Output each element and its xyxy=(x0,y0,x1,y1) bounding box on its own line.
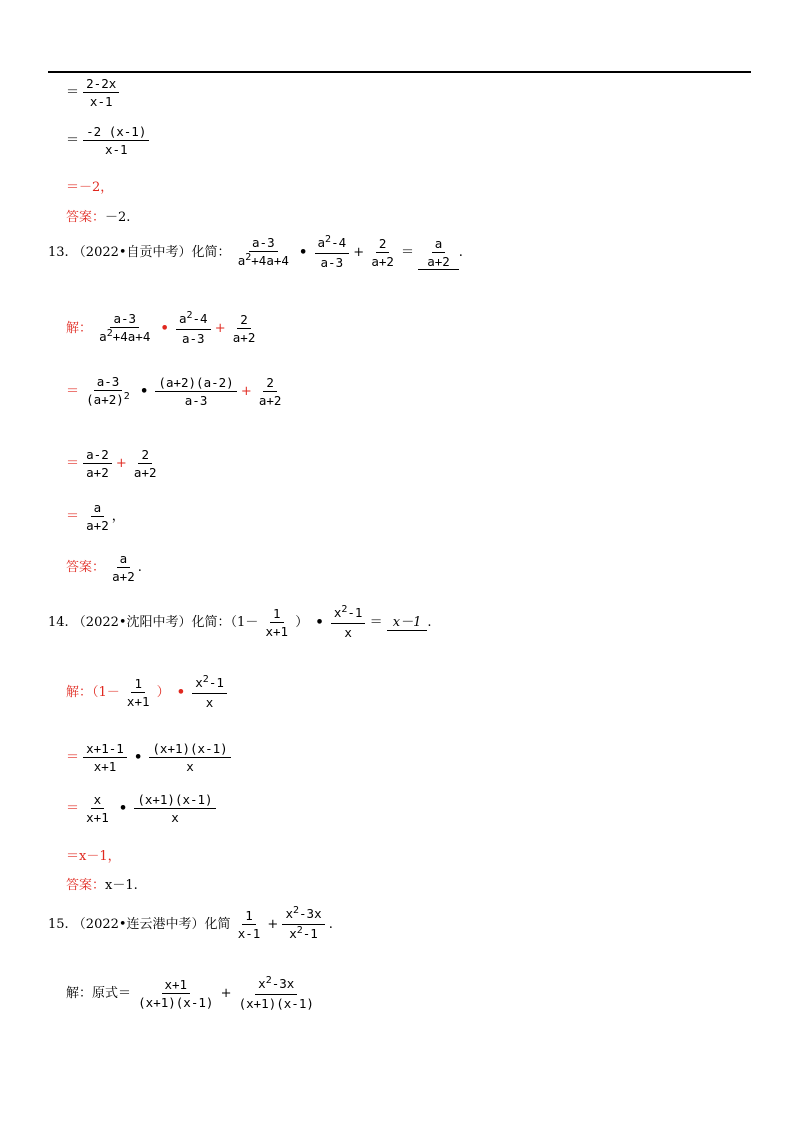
equals-sign: ＝ xyxy=(66,133,80,148)
plus-sign: + xyxy=(353,245,365,260)
fraction: $\frac{a^2-4}{a-3}$ xyxy=(176,311,211,346)
fraction: $\frac{a}{a+2}$ xyxy=(86,500,109,533)
header-rule xyxy=(48,71,751,73)
fraction: $\frac{x+1}{(x+1)(x-1)}$ xyxy=(138,977,214,1010)
fraction: $\frac{x^2-1}{x}$ xyxy=(192,675,227,710)
plus-sign: + xyxy=(220,986,232,1001)
fraction: $\frac{1}{x-1}$ xyxy=(237,908,261,941)
answer-label: 答案： xyxy=(66,560,106,575)
fraction: $\frac{1}{x+1}$ xyxy=(265,606,289,639)
fraction: $\frac{x^2-3x}{x^2-1}$ xyxy=(282,906,324,943)
plus-sign: + xyxy=(115,456,127,471)
plus-sign: + xyxy=(214,321,226,336)
solution-label: 解：（1－ xyxy=(66,685,120,700)
result-line: ＝－2， xyxy=(66,180,114,195)
fraction: $\frac{x^2-3x}{(x+1)(x-1)}$ xyxy=(238,975,314,1011)
answer-value: x－1. xyxy=(105,878,138,893)
multiply-dot: • xyxy=(315,615,324,630)
answer-value: －2. xyxy=(105,210,131,225)
equals-sign: ＝ xyxy=(66,384,80,399)
fraction: $\frac{2-2x}{x-1}$ xyxy=(83,76,119,109)
equals-sign: ＝ xyxy=(66,750,80,765)
answer-label: 答案： xyxy=(66,878,106,893)
equals-sign: ＝ xyxy=(369,615,383,630)
plus-sign: + xyxy=(240,384,252,399)
plus-sign: + xyxy=(267,917,279,932)
answer-line xyxy=(66,874,138,893)
solution-line xyxy=(66,311,258,346)
solution-line xyxy=(66,976,317,1011)
fraction: $\frac{2}{a+2}$ xyxy=(232,312,256,345)
multiply-dot: • xyxy=(176,685,186,700)
equals-sign: ＝ xyxy=(66,85,80,100)
solution-line: 解：（1－ $\frac{1}{x+1}$ ） • $\frac{x^2-1}{x}$ xyxy=(66,675,227,710)
fraction: $\frac{a^2-4}{a-3}$ xyxy=(315,235,350,270)
question-13: 13. （2022•自贡中考）化简： $\frac{a-3}{a^2+4a+4}$ • $\frac{a^2-4}{a-3}$ + $\frac{2}{a+2}$ ＝ $\frac{a}{a+2}$ . xyxy=(48,234,463,270)
multiply-dot: • xyxy=(299,245,308,260)
step-line xyxy=(66,792,216,825)
multiply-dot: • xyxy=(160,321,169,336)
fraction: $\frac{x+1-1}{x+1}$ xyxy=(83,741,127,774)
fraction: $\frac{(x+1)(x-1)}{x}$ xyxy=(149,741,230,774)
question-label: 15. （2022•连云港中考）化简 xyxy=(48,917,231,932)
fraction: $\frac{x}{x+1}$ xyxy=(86,792,109,825)
fraction: $\frac{a-3}{a^2+4a+4}$ xyxy=(99,311,151,344)
equals-sign: ＝ xyxy=(66,801,80,816)
question-14: 14. （2022•沈阳中考）化简：（1－ $\frac{1}{x+1}$ ） • $\frac{x^2-1}{x}$ ＝ x－1 . xyxy=(48,604,432,640)
multiply-dot: • xyxy=(118,801,128,816)
step-line xyxy=(66,374,284,409)
fraction: $\frac{a-3}{a^2+4a+4}$ xyxy=(237,235,289,268)
fraction: $\frac{a-2}{a+2}$ xyxy=(83,447,112,480)
fraction: $\frac{(x+1)(x-1)}{x}$ xyxy=(134,792,215,825)
solution-label: 解：原式＝ xyxy=(66,986,132,1001)
question-15: 15. （2022•连云港中考）化简 $\frac{1}{x-1}$ + $\frac{x^2-3x}{x^2-1}$ . xyxy=(48,905,333,941)
fraction: $\frac{(a+2)(a-2)}{a-3}$ xyxy=(155,375,236,408)
answer-line xyxy=(66,206,130,225)
fraction: $\frac{-2 (x-1)}{x-1}$ xyxy=(83,124,149,157)
answer-label: 答案： xyxy=(66,210,106,225)
result-line: ＝x－1， xyxy=(66,849,121,864)
question-label: 14. （2022•沈阳中考）化简：（1－ xyxy=(48,615,259,630)
step-line xyxy=(66,76,119,109)
answer-line: 答案： $\frac{a}{a+2}$ . xyxy=(66,551,142,584)
equals-sign: ＝ xyxy=(66,456,80,471)
answer-blank: x－1 xyxy=(387,611,428,631)
fraction: $\frac{2}{a+2}$ xyxy=(258,375,282,408)
fraction: $\frac{a}{a+2}$ xyxy=(112,551,135,584)
question-label: 13. （2022•自贡中考）化简： xyxy=(48,245,231,260)
fraction: $\frac{a-3}{(a+2)^2}$ xyxy=(86,374,130,407)
step-line xyxy=(66,741,231,774)
step-line xyxy=(66,124,149,157)
answer-blank: $\frac{a}{a+2}$ xyxy=(418,236,459,270)
solution-label: 解： xyxy=(66,321,93,336)
step-line xyxy=(66,447,160,480)
multiply-dot: • xyxy=(133,750,143,765)
fraction: $\frac{1}{x+1}$ xyxy=(126,676,150,709)
equals-sign: ＝ xyxy=(401,245,415,260)
fraction: $\frac{x^2-1}{x}$ xyxy=(331,605,366,640)
equals-sign: ＝ xyxy=(66,509,80,524)
step-line: ＝ $\frac{a}{a+2}$ ， xyxy=(66,500,125,533)
fraction: $\frac{2}{a+2}$ xyxy=(371,236,394,269)
fraction: $\frac{2}{a+2}$ xyxy=(133,447,157,480)
multiply-dot: • xyxy=(139,384,149,399)
